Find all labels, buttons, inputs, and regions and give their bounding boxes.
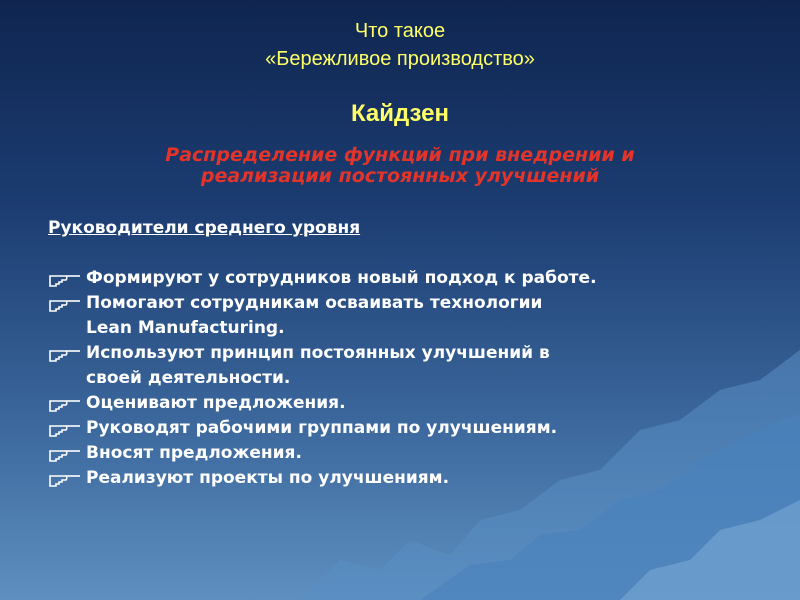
- bullet-text: Используют принцип постоянных улучшений в: [86, 343, 550, 363]
- pointing-hand-icon: [48, 420, 84, 438]
- pointing-hand-icon: [48, 270, 84, 288]
- pointing-hand-icon: [48, 345, 84, 363]
- subtitle-line-1: Распределение функций при внедрении и: [165, 144, 635, 166]
- list-item: [48, 341, 768, 391]
- list-item: [48, 416, 768, 441]
- list-item: [48, 391, 768, 416]
- bullet-text: Реализуют проекты по улучшениям.: [86, 468, 450, 488]
- pointing-hand-icon: [48, 470, 84, 488]
- slide-title-line-1: Что такое: [354, 20, 446, 42]
- list-item: [48, 466, 768, 491]
- list-item: [48, 291, 768, 341]
- bullet-text: Оценивают предложения.: [86, 393, 346, 413]
- section-title: Кайдзен: [350, 100, 450, 127]
- bullet-text: Вносят предложения.: [86, 443, 302, 463]
- bullet-list: [48, 266, 768, 491]
- bullet-text: Помогают сотрудникам осваивать технологии: [86, 293, 543, 313]
- list-item: [48, 266, 768, 291]
- subtitle-line-2: реализации постоянных улучшений: [200, 165, 600, 187]
- bullet-text-continued: Lean Manufacturing.: [86, 318, 285, 338]
- bullet-text: Формируют у сотрудников новый подход к работе.: [86, 268, 597, 288]
- section-heading: Руководители среднего уровня: [48, 218, 361, 238]
- list-item: [48, 441, 768, 466]
- bullet-text-continued: своей деятельности.: [86, 368, 291, 388]
- pointing-hand-icon: [48, 295, 84, 313]
- pointing-hand-icon: [48, 395, 84, 413]
- bullet-text: Руководят рабочими группами по улучшениям.: [86, 418, 558, 438]
- pointing-hand-icon: [48, 445, 84, 463]
- slide-title-line-2: «Бережливое производство»: [265, 48, 535, 70]
